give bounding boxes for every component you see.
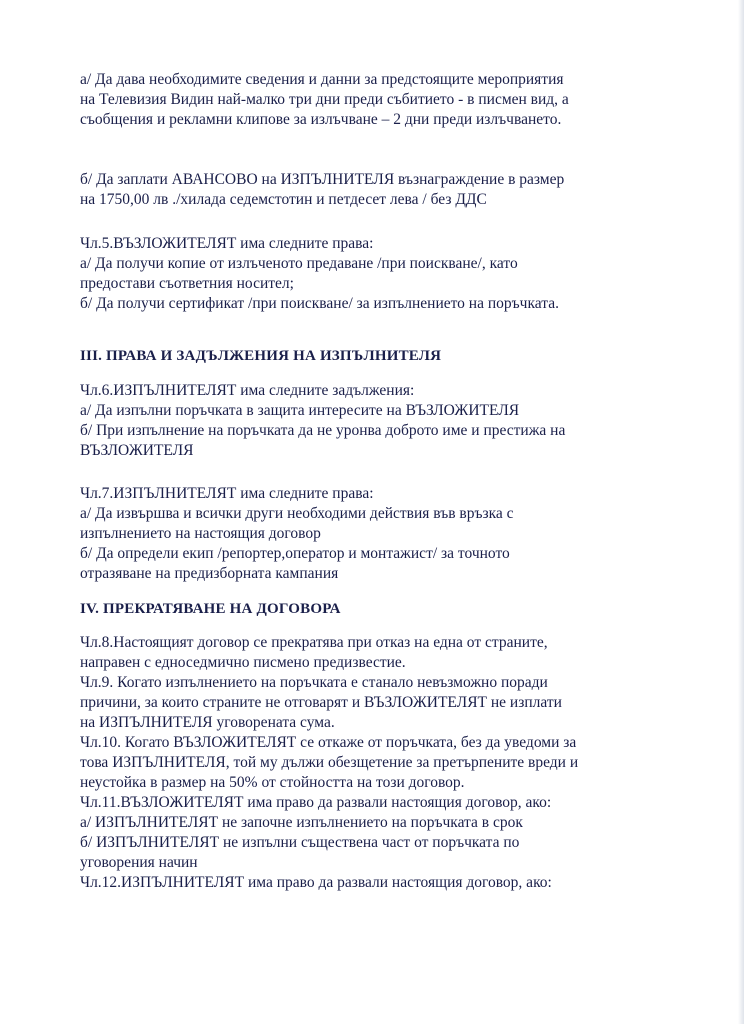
text-line: а/ Да изпълни поръчката в защита интересите на ВЪЗЛОЖИТЕЛЯ — [80, 402, 520, 419]
text-line: на Телевизия Видин най-малко три дни преди събитието - в писмен вид, а — [80, 91, 569, 108]
text-line: на 1750,00 лв ./хилада седемстотин и петдесет лева / без ДДС — [80, 191, 487, 208]
text-line: Чл.5.ВЪЗЛОЖИТЕЛЯТ има следните права: — [80, 235, 374, 252]
text-line: а/ Да получи копие от излъченото предаване /при поискване/, като — [80, 255, 518, 272]
text-line: отразяване на предизборната кампания — [80, 565, 339, 582]
text-line: Чл.10. Когато ВЪЗЛОЖИТЕЛЯТ се откаже от поръчката, без да уведоми за — [80, 734, 577, 751]
text-line: б/ При изпълнение на поръчката да не уронва доброто име и престижа на — [80, 422, 566, 439]
text-line: предостави съответния носител; — [80, 275, 294, 292]
article-6 — [80, 381, 690, 461]
articles-8-12 — [80, 633, 690, 893]
article-7 — [80, 484, 690, 584]
scan-edge-shadow — [738, 0, 744, 1024]
text-line: б/ Да определи екип /репортер,оператор и монтажист/ за точното — [80, 545, 510, 562]
text-line: б/ Да заплати АВАНСОВО на ИЗПЪЛНИТЕЛЯ възнаграждение в размер — [80, 171, 565, 188]
text-line: това ИЗПЪЛНИТЕЛЯ, той му дължи обезщетение за претърпените вреди и — [80, 754, 579, 771]
text-line: Чл.7.ИЗПЪЛНИТЕЛЯТ има следните права: — [80, 485, 374, 502]
text-line: причини, за които страните не отговарят и ВЪЗЛОЖИТЕЛЯТ не изплати — [80, 694, 562, 711]
text-line: на ИЗПЪЛНИТЕЛЯ уговорената сума. — [80, 714, 335, 731]
text-line: Чл.8.Настоящият договор се прекратява при отказ на една от страните, — [80, 634, 548, 651]
text-line: а/ Да извършва и всички други необходими действия във връзка с — [80, 505, 514, 522]
text-line: неустойка в размер на 50% от стойността на този договор. — [80, 774, 465, 791]
text-line: а/ ИЗПЪЛНИТЕЛЯТ не започне изпълнението на поръчката в срок — [80, 814, 523, 831]
section-3-heading: III. ПРАВА И ЗАДЪЛЖЕНИЯ НА ИЗПЪЛНИТЕЛЯ — [80, 348, 442, 364]
text-line: а/ Да дава необходимите сведения и данни за предстоящите мероприятия — [80, 71, 564, 88]
article-5 — [80, 234, 690, 314]
text-line: Чл.9. Когато изпълнението на поръчката е станало невъзможно поради — [80, 674, 548, 691]
text-line: Чл.12.ИЗПЪЛНИТЕЛЯТ има право да развали настоящия договор, ако: — [80, 874, 552, 891]
client-duty-a — [80, 70, 690, 130]
text-line: направен с едноседмично писмено предизвестие. — [80, 654, 406, 671]
text-line: ВЪЗЛОЖИТЕЛЯ — [80, 442, 194, 459]
client-duty-b — [80, 170, 690, 210]
text-line: Чл.6.ИЗПЪЛНИТЕЛЯТ има следните задължения: — [80, 382, 415, 399]
text-line: уговорения начин — [80, 854, 198, 871]
text-line: съобщения и рекламни клипове за излъчване – 2 дни преди излъчването. — [80, 111, 562, 128]
section-4-heading: IV. ПРЕКРАТЯВАНЕ НА ДОГОВОРА — [80, 601, 341, 617]
text-line: изпълнението на настоящия договор — [80, 525, 321, 542]
text-line: Чл.11.ВЪЗЛОЖИТЕЛЯТ има право да развали настоящия договор, ако: — [80, 794, 552, 811]
text-line: б/ Да получи сертификат /при поискване/ за изпълнението на поръчката. — [80, 295, 559, 312]
text-line: б/ ИЗПЪЛНИТЕЛЯТ не изпълни съществена част от поръчката по — [80, 834, 520, 851]
